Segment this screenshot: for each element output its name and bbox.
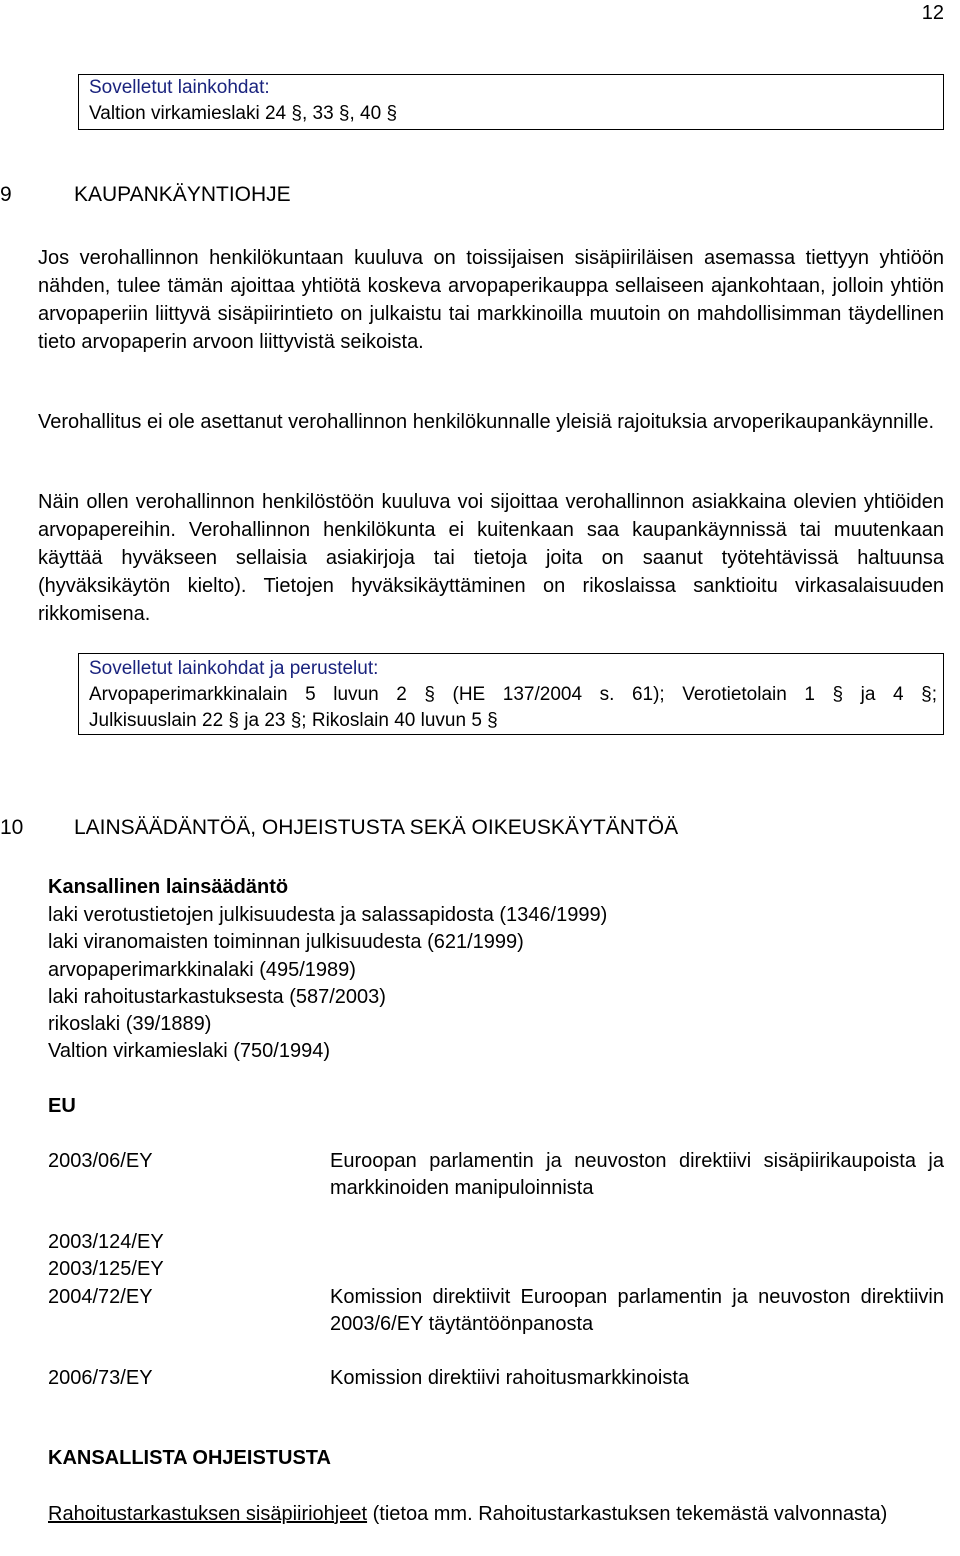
section-9-paragraph-2: Verohallitus ei ole asettanut verohallinnon henkilökunnalle yleisiä rajoituksia arvoperikaupankäynnille. <box>38 411 935 433</box>
eu-heading: EU <box>48 1095 76 1117</box>
list-item: Valtion virkamieslaki (750/1994) <box>48 1040 330 1063</box>
applied-provisions-text: Valtion virkamieslaki 24 §, 33 §, 40 § <box>89 103 398 124</box>
section-10-number: 10 <box>0 816 24 839</box>
section-9-title: KAUPANKÄYNTIOHJE <box>74 183 291 206</box>
section-9-paragraph-1: Jos verohallinnon henkilökuntaan kuuluva on toissijaisen sisäpiiriläisen asemassa tiettyyn yhtiöön nähden, tulee tämän ajoittaa yhtiötä koskeva arvopaperikauppa sellaiseen ajankohtaan, jolloin yhtiön arvopaperiin liittyvä sisäpiirintieto on julkaistu tai markkinoilla muutoin on mahdollisimman täydellinen tieto arvopaperin arvoon liittyvistä seikoista. <box>38 247 944 353</box>
page-number: 12 <box>921 2 944 24</box>
provisions-line-1: Arvopaperimarkkinalain 5 luvun 2 § (HE 137/2004 s. 61); Verotietolain 1 § ja 4 §; <box>89 684 937 705</box>
provisions-line-2: Julkisuuslain 22 § ja 23 §; Rikoslain 40 luvun 5 § <box>89 710 498 731</box>
list-item: laki verotustietojen julkisuudesta ja salassapidosta (1346/1999) <box>48 904 608 926</box>
section-9-number: 9 <box>0 183 12 206</box>
eu-code-2003-06: 2003/06/EY <box>48 1150 153 1172</box>
guidance-text: (tietoa mm. Rahoitustarkastuksen tekemästä valvonnasta) <box>367 1503 888 1525</box>
eu-code-2004-72: 2004/72/EY <box>48 1286 153 1308</box>
national-guidance-paragraph <box>48 1501 944 1528</box>
eu-description-3: Komission direktiivi rahoitusmarkkinoista <box>330 1367 690 1389</box>
guidance-link[interactable]: Rahoitustarkastuksen sisäpiiriohjeet <box>48 1503 368 1525</box>
list-item: arvopaperimarkkinalaki (495/1989) <box>48 958 356 981</box>
provisions-and-grounds-heading: Sovelletut lainkohdat ja perustelut: <box>89 658 379 679</box>
national-legislation-heading: Kansallinen lainsäädäntö <box>48 876 289 898</box>
section-9-paragraph-3: Näin ollen verohallinnon henkilöstöön kuuluva voi sijoittaa verohallinnon asiakkaina olevien yhtiöiden arvopapereihin. Verohallinnon henkilökunta ei kuitenkaan saa kaupankäynnissä tai muutenkaan käyttää hyväkseen sellaisia asiakirjoja tai tietoja joita on saanut työtehtävissä haltuunsa (hyväksikäytön kielto). Tietojen hyväksikäyttäminen on rikoslaissa sanktioitu virkasalaisuuden rikkomisena. <box>38 491 944 625</box>
eu-description-2: Komission direktiivit Euroopan parlamentin ja neuvoston direktiivin 2003/6/EY täytäntöönpanosta <box>330 1286 944 1335</box>
list-item: rikoslaki (39/1889) <box>48 1013 212 1036</box>
provisions-and-grounds-box <box>78 653 944 735</box>
applied-provisions-heading: Sovelletut lainkohdat: <box>89 77 270 98</box>
national-laws-list <box>48 902 607 1066</box>
eu-code-2003-125: 2003/125/EY <box>48 1258 164 1280</box>
eu-description-1: Euroopan parlamentin ja neuvoston direktiivi sisäpiirikaupoista ja markkinoiden manipuloinnista <box>330 1150 944 1199</box>
national-guidance-heading: KANSALLISTA OHJEISTUSTA <box>48 1447 331 1469</box>
applied-provisions-box <box>78 74 944 130</box>
list-item: laki viranomaisten toiminnan julkisuudesta (621/1999) <box>48 931 524 954</box>
eu-code-2003-124: 2003/124/EY <box>48 1231 164 1253</box>
eu-code-2006-73: 2006/73/EY <box>48 1367 153 1389</box>
list-item: laki rahoitustarkastuksesta (587/2003) <box>48 985 386 1008</box>
section-10-title: LAINSÄÄDÄNTÖÄ, OHJEISTUSTA SEKÄ OIKEUSKÄYTÄNTÖÄ <box>74 816 679 839</box>
